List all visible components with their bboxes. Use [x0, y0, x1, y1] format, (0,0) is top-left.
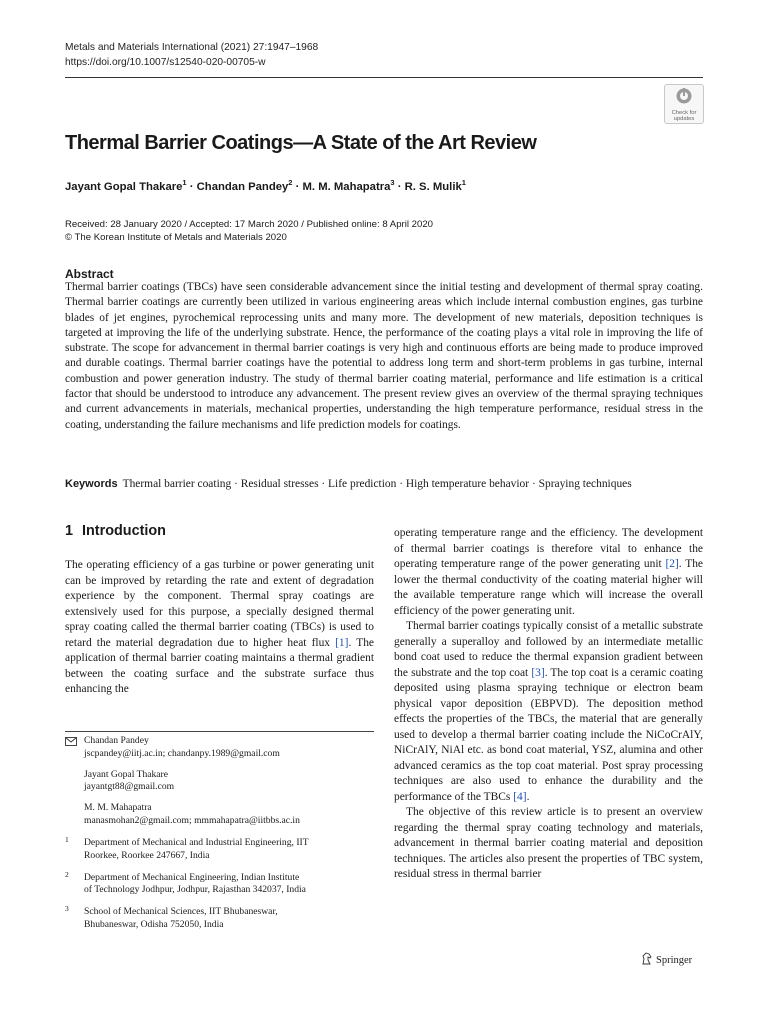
- contact-email[interactable]: jayantgt88@gmail.com: [84, 781, 175, 793]
- author-name[interactable]: Jayant Gopal Thakare: [65, 180, 183, 193]
- badge-line-2: updates: [673, 116, 695, 122]
- section-number: 1: [65, 523, 74, 539]
- body-paragraph: [394, 526, 703, 619]
- body-text: .: [526, 790, 530, 803]
- springer-horse-icon: [641, 952, 653, 965]
- doi-link[interactable]: https://doi.org/10.1007/s12540-020-00705-w: [65, 57, 266, 68]
- header-divider: [65, 77, 703, 78]
- footnote-divider: [65, 731, 374, 732]
- body-paragraph: The objective of this review article is to present an overview regarding the thermal spray coating technology and materials, advancement in thermal barrier coating material and deposition techniques. The articles also present the properties of TBC system, residual stress in thermal barrier: [394, 806, 703, 880]
- check-for-updates-icon: [673, 87, 695, 105]
- citation-link[interactable]: [1]: [335, 636, 349, 649]
- journal-header: [65, 40, 318, 70]
- contact-email[interactable]: manasmohan2@gmail.com; mmmahapatra@iitbbs.ac.in: [84, 814, 300, 826]
- publication-dates: [65, 218, 433, 244]
- affiliation-line: Bhubaneswar, Odisha 752050, India: [84, 918, 224, 930]
- author-name[interactable]: Chandan Pandey: [196, 180, 289, 193]
- body-text: . The top coat is a ceramic coating deposited using plasma spraying technique or electron beam physical vapor deposition (EBPVD). The deposition method effects the properties of the TBCs, the material that are generally used to develop a thermal barrier coating include the NiCoCrAlY, NiCrAlY, NiAl etc. as bond coat material, YSZ, alumina and other advanced ceramics as the top coat material. Post spray processing techniques are also used to enhance the durability and the performance of the TBCs: [394, 666, 703, 803]
- badge-line-1: Check for: [671, 110, 697, 116]
- body-text: . The lower the thermal conductivity of the coating material higher will the available temperature range which will increase the overall efficiency of the power generating unit.: [394, 558, 703, 617]
- affiliation-entry: [65, 906, 374, 932]
- contact-entry: [84, 802, 374, 828]
- affiliation-line: School of Mechanical Sciences, IIT Bhubaneswar,: [84, 906, 278, 918]
- affiliation-number: 1: [65, 835, 69, 844]
- affiliation-line: Roorkee, Roorkee 247667, India: [84, 849, 210, 861]
- keywords-line: [65, 478, 725, 490]
- contact-email[interactable]: jscpandey@iitj.ac.in; chandanpy.1989@gmail.com: [84, 747, 280, 759]
- contact-entry: [84, 735, 374, 761]
- author-separator: ·: [394, 180, 405, 193]
- section-title: Introduction: [82, 523, 166, 539]
- author-list: [65, 178, 466, 193]
- author-affiliation-mark: 2: [288, 178, 293, 187]
- body-text: operating temperature range and the efficiency. The development of thermal barrier coatings is therefore vital to enhance the operating temperature range of the power generating unit: [394, 527, 703, 570]
- author-separator: ·: [292, 180, 303, 193]
- section-heading: [65, 523, 166, 539]
- author-separator: ·: [186, 180, 197, 193]
- affiliation-line: Department of Mechanical Engineering, Indian Institute: [84, 871, 300, 883]
- abstract-text: Thermal barrier coatings (TBCs) have seen considerable advancement since the initial testing and development of thermal spray coating. Thermal barrier coatings are currently been utilized in various engineering areas which include internal combustion engines, gas turbine blades of jet engines, pyrochemical reprocessing units and many more. The development of new materials, deposition techniques is targeted at improving the life of the underlying substrate. Hence, the performance of the coating plays a vital role in improving the life of substrate. The scope for advancement in thermal barrier coatings is very high and continuous efforts are being made to produce improved and durable coatings. Thermal barrier coatings have the potential to address long term and short-term problems in gas turbine, internal combustion and power generation industry. The study of thermal barrier coating material, performance and life estimation is a critical factor that should be understood to introduce any advancement. The present review gives an overview of the thermal spraying techniques and current advancements in materials, mechanical properties, understanding the high temperature performance, residual stress in the coating, understanding the failure mechanisms and life prediction models for coatings.: [65, 281, 703, 431]
- keywords-text: Thermal barrier coating · Residual stresses · Life prediction · High temperature behavior · Spraying techniques: [122, 478, 632, 490]
- body-column-right: [394, 526, 703, 883]
- citation-link[interactable]: [3]: [531, 666, 545, 679]
- affiliation-line: of Technology Jodhpur, Jodhpur, Rajasthan 342037, India: [84, 884, 306, 896]
- paper-title: Thermal Barrier Coatings—A State of the Art Review: [65, 132, 537, 154]
- journal-citation: Metals and Materials International (2021) 27:1947–1968: [65, 42, 319, 53]
- citation-link[interactable]: [2]: [665, 558, 679, 570]
- keywords-label: Keywords: [65, 478, 118, 490]
- contact-name: M. M. Mahapatra: [84, 802, 152, 814]
- check-for-updates-badge[interactable]: [664, 84, 704, 124]
- affiliation-number: 3: [65, 904, 69, 914]
- author-affiliation-mark: 1: [461, 178, 466, 187]
- body-paragraph: [65, 558, 374, 698]
- affiliations-block: [65, 837, 374, 941]
- contact-name: Jayant Gopal Thakare: [84, 768, 169, 780]
- citation-link[interactable]: [4]: [513, 790, 527, 803]
- body-text: . The application of thermal barrier coating maintains a thermal gradient between the coating surface and the substrate surface thus enhancing the: [65, 636, 375, 695]
- body-text: Thermal barrier coatings typically consist of a metallic substrate generally a superalloy and followed by an intermediate metallic bond coat used to reduce the thermal expansion gradient between the substrate and the top coat: [394, 620, 703, 679]
- publisher-mark: [641, 952, 692, 966]
- body-column-left: [65, 558, 374, 698]
- contact-entry: [84, 769, 374, 795]
- affiliation-line: Department of Mechanical and Industrial Engineering, IIT: [84, 837, 309, 848]
- publisher-name: Springer: [656, 955, 693, 966]
- copyright-line: © The Korean Institute of Metals and Materials 2020: [65, 232, 287, 243]
- author-affiliation-mark: 3: [390, 178, 395, 187]
- affiliation-entry: [65, 837, 374, 863]
- author-name[interactable]: R. S. Mulik: [404, 180, 462, 193]
- received-accepted-dates: Received: 28 January 2020 / Accepted: 17 March 2020 / Published online: 8 April 2020: [65, 219, 434, 230]
- abstract-heading: Abstract: [65, 267, 114, 281]
- author-name[interactable]: M. M. Mahapatra: [302, 180, 391, 193]
- contact-name: Chandan Pandey: [84, 735, 149, 746]
- correspondence-block: [65, 735, 374, 836]
- body-text: The operating efficiency of a gas turbine or power generating unit can be improved by retarding the rate and extent of degradation experience by the component. Thermal spray coatings are extensively used for this purpose, a specially designed thermal spray coating called the thermal barrier coating (TBCs) is used to retard the material degradation due to higher heat flux: [65, 559, 374, 649]
- affiliation-entry: [65, 869, 374, 898]
- author-affiliation-mark: 1: [182, 178, 187, 187]
- affiliation-number: 2: [65, 869, 69, 879]
- body-paragraph: [394, 619, 703, 805]
